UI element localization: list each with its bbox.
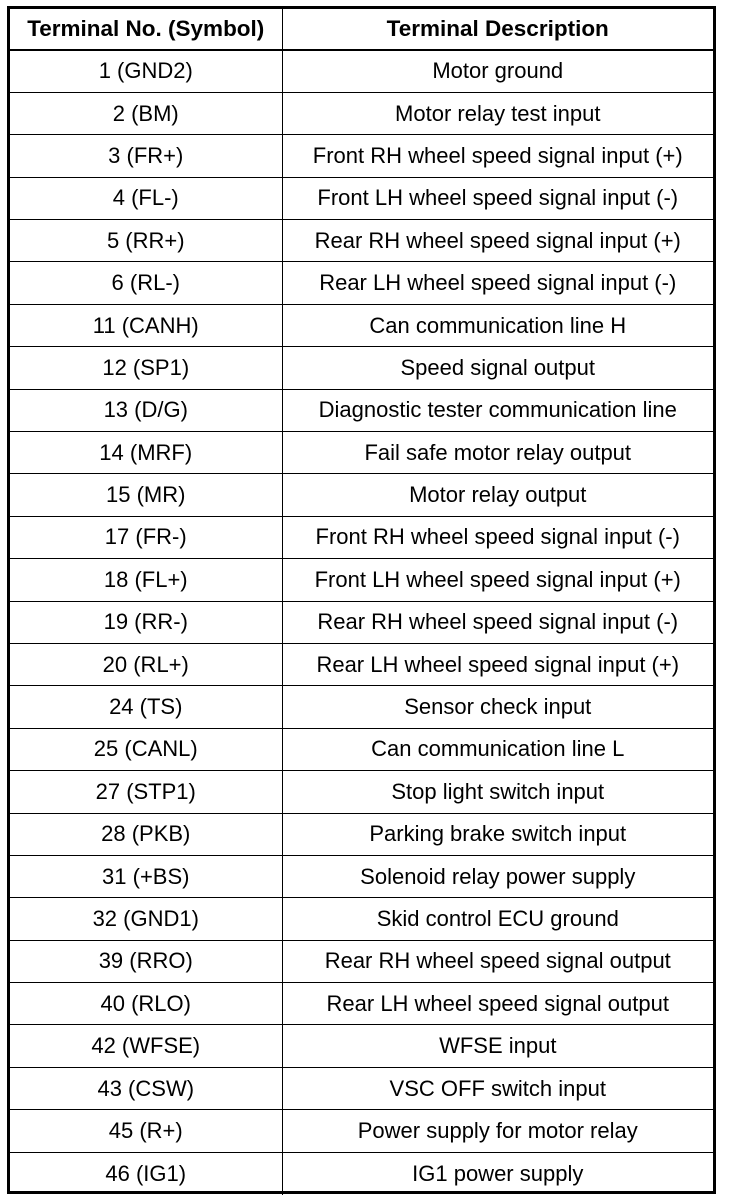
table-row — [10, 516, 713, 558]
table-row — [10, 1025, 713, 1067]
description-cell: Rear LH wheel speed signal input (+) — [282, 643, 713, 685]
column-header-description: Terminal Description — [282, 9, 713, 50]
terminal-cell: 3 (FR+) — [10, 135, 282, 177]
terminal-cell: 28 (PKB) — [10, 813, 282, 855]
description-cell: Front LH wheel speed signal input (+) — [282, 559, 713, 601]
description-cell: Can communication line L — [282, 728, 713, 770]
terminal-cell: 32 (GND1) — [10, 898, 282, 940]
terminal-table — [10, 9, 713, 1195]
terminal-cell: 1 (GND2) — [10, 50, 282, 92]
table-row — [10, 50, 713, 92]
terminal-cell: 19 (RR-) — [10, 601, 282, 643]
table-row — [10, 92, 713, 134]
table-row — [10, 728, 713, 770]
description-cell: VSC OFF switch input — [282, 1067, 713, 1109]
terminal-cell: 42 (WFSE) — [10, 1025, 282, 1067]
terminal-cell: 18 (FL+) — [10, 559, 282, 601]
table-row — [10, 347, 713, 389]
terminal-cell: 15 (MR) — [10, 474, 282, 516]
table-row — [10, 686, 713, 728]
table-row — [10, 559, 713, 601]
table-row — [10, 177, 713, 219]
description-cell: Front RH wheel speed signal input (+) — [282, 135, 713, 177]
description-cell: Motor ground — [282, 50, 713, 92]
description-cell: Diagnostic tester communication line — [282, 389, 713, 431]
terminal-cell: 39 (RRO) — [10, 940, 282, 982]
description-cell: WFSE input — [282, 1025, 713, 1067]
terminal-cell: 24 (TS) — [10, 686, 282, 728]
table-row — [10, 135, 713, 177]
table-body — [10, 50, 713, 1195]
table-row — [10, 983, 713, 1025]
description-cell: IG1 power supply — [282, 1152, 713, 1194]
description-cell: Sensor check input — [282, 686, 713, 728]
description-cell: Rear LH wheel speed signal input (-) — [282, 262, 713, 304]
terminal-cell: 12 (SP1) — [10, 347, 282, 389]
terminal-cell: 31 (+BS) — [10, 855, 282, 897]
description-cell: Motor relay output — [282, 474, 713, 516]
table-row — [10, 771, 713, 813]
description-cell: Can communication line H — [282, 304, 713, 346]
terminal-cell: 17 (FR-) — [10, 516, 282, 558]
terminal-cell: 11 (CANH) — [10, 304, 282, 346]
table-row — [10, 220, 713, 262]
terminal-cell: 40 (RLO) — [10, 983, 282, 1025]
table-row — [10, 262, 713, 304]
description-cell: Rear RH wheel speed signal output — [282, 940, 713, 982]
description-cell: Speed signal output — [282, 347, 713, 389]
terminal-cell: 6 (RL-) — [10, 262, 282, 304]
terminal-cell: 13 (D/G) — [10, 389, 282, 431]
terminal-table-frame — [7, 6, 716, 1194]
terminal-cell: 5 (RR+) — [10, 220, 282, 262]
terminal-cell: 14 (MRF) — [10, 432, 282, 474]
terminal-cell: 25 (CANL) — [10, 728, 282, 770]
table-row — [10, 432, 713, 474]
terminal-cell: 4 (FL-) — [10, 177, 282, 219]
table-row — [10, 1152, 713, 1194]
table-row — [10, 1110, 713, 1152]
description-cell: Fail safe motor relay output — [282, 432, 713, 474]
table-row — [10, 474, 713, 516]
terminal-cell: 43 (CSW) — [10, 1067, 282, 1109]
terminal-cell: 20 (RL+) — [10, 643, 282, 685]
terminal-cell: 27 (STP1) — [10, 771, 282, 813]
table-header-row — [10, 9, 713, 50]
table-row — [10, 643, 713, 685]
description-cell: Motor relay test input — [282, 92, 713, 134]
table-row — [10, 601, 713, 643]
description-cell: Front LH wheel speed signal input (-) — [282, 177, 713, 219]
table-row — [10, 1067, 713, 1109]
description-cell: Rear RH wheel speed signal input (+) — [282, 220, 713, 262]
table-row — [10, 940, 713, 982]
description-cell: Rear RH wheel speed signal input (-) — [282, 601, 713, 643]
description-cell: Parking brake switch input — [282, 813, 713, 855]
description-cell: Stop light switch input — [282, 771, 713, 813]
column-header-terminal: Terminal No. (Symbol) — [10, 9, 282, 50]
terminal-cell: 2 (BM) — [10, 92, 282, 134]
description-cell: Power supply for motor relay — [282, 1110, 713, 1152]
terminal-cell: 45 (R+) — [10, 1110, 282, 1152]
description-cell: Front RH wheel speed signal input (-) — [282, 516, 713, 558]
table-row — [10, 813, 713, 855]
table-row — [10, 389, 713, 431]
terminal-cell: 46 (IG1) — [10, 1152, 282, 1194]
description-cell: Solenoid relay power supply — [282, 855, 713, 897]
description-cell: Skid control ECU ground — [282, 898, 713, 940]
description-cell: Rear LH wheel speed signal output — [282, 983, 713, 1025]
table-row — [10, 855, 713, 897]
table-row — [10, 304, 713, 346]
table-row — [10, 898, 713, 940]
